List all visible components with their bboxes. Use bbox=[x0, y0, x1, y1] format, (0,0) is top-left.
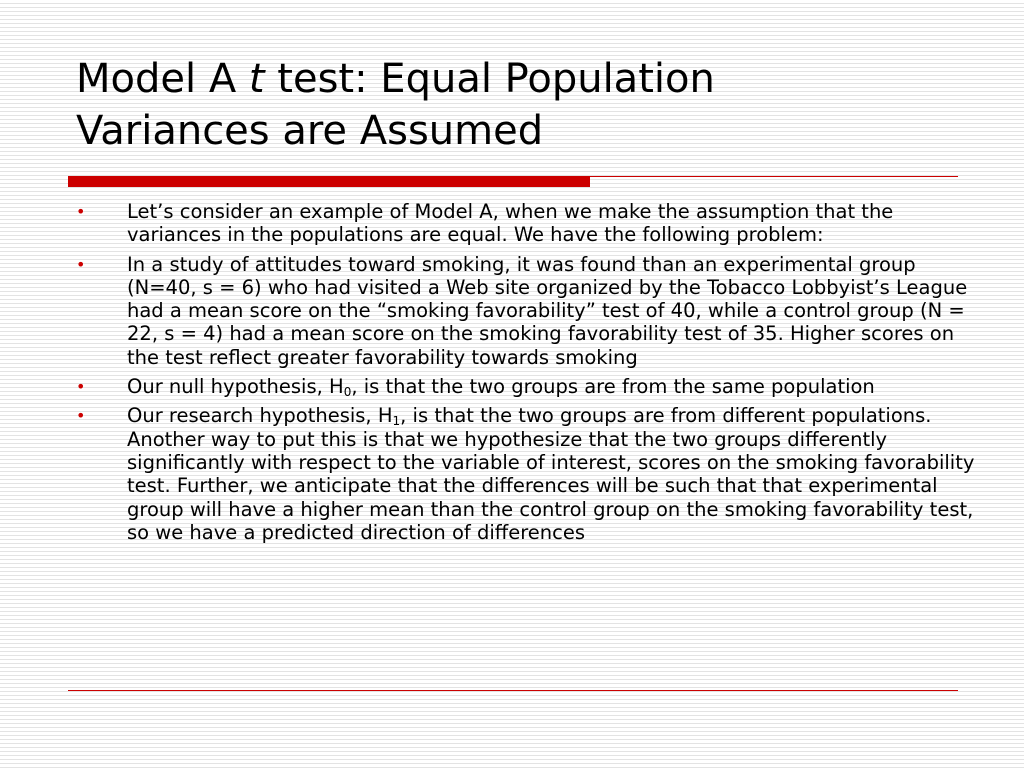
subscript-zero: 0 bbox=[343, 385, 352, 400]
bullet-dot-icon: • bbox=[76, 406, 86, 426]
bottom-rule bbox=[68, 690, 958, 691]
bullet-list bbox=[76, 200, 976, 550]
title-rule-thin-red bbox=[590, 176, 958, 177]
bullet-text-before: Our null hypothesis, H bbox=[127, 375, 344, 399]
title-line-1 bbox=[76, 53, 976, 105]
bullet-dot-icon: • bbox=[76, 377, 86, 397]
bullet-text: In a study of attitudes toward smoking, it was found than an experimental group (N=40, s = 6) who had visited a Web site organized by the Tobacco Lobbyist’s League had a mean score on the “smoking favorability” test of 40, while a control group (N = 22, s = 4) had a mean score on the smoking favorability test of 35. Higher scores on the test reflect greater favorability towards smoking bbox=[127, 252, 968, 369]
title-underline-rule bbox=[68, 176, 958, 188]
title-prefix: Model A bbox=[76, 56, 249, 102]
bullet-item-null-hypothesis bbox=[76, 375, 976, 398]
bullet-item-study bbox=[76, 253, 976, 369]
bullet-item-example bbox=[76, 200, 976, 247]
title-italic-t: t bbox=[248, 56, 265, 102]
bullet-text-after: , is that the two groups are from the same population bbox=[351, 375, 875, 399]
slide-title bbox=[76, 53, 976, 157]
bullet-dot-icon: • bbox=[76, 202, 86, 221]
bullet-dot-icon: • bbox=[76, 254, 86, 274]
title-line-2: Variances are Assumed bbox=[76, 108, 544, 154]
bullet-text-after: , is that the two groups are from different populations. Another way to put this is that we hypothesize that the two groups differently significantly with respect to the variable of interest, scores on the smoking favorability test. Further, we anticipate that the differences will be such that that experimental group will have a higher mean than the control group on the smoking favorability test, so we have a predicted direction of differences bbox=[127, 404, 975, 544]
bullet-item-research-hypothesis bbox=[76, 404, 976, 544]
title-suffix: test: Equal Population bbox=[264, 56, 715, 102]
subscript-one: 1 bbox=[392, 414, 401, 429]
bullet-text: Let’s consider an example of Model A, when we make the assumption that the variances in the populations are equal. We have the following problem: bbox=[127, 200, 894, 247]
title-rule-thick-red bbox=[68, 176, 590, 187]
bullet-text-before: Our research hypothesis, H bbox=[127, 404, 393, 428]
